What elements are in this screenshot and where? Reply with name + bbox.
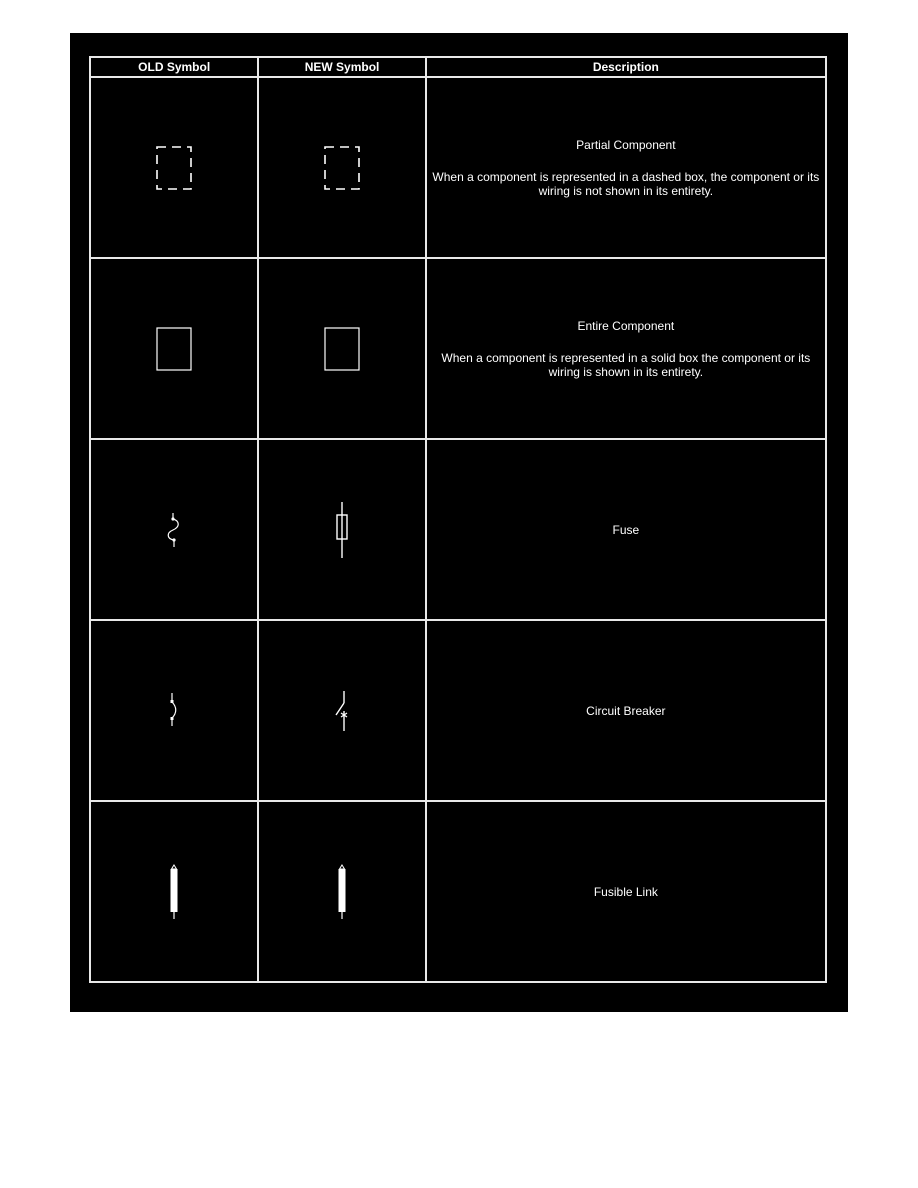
description-cell	[426, 439, 826, 620]
circuit-breaker-new-icon	[332, 689, 352, 733]
header-old-symbol: OLD Symbol	[90, 57, 258, 77]
description-cell	[426, 620, 826, 801]
old-symbol-cell	[90, 77, 258, 258]
description-body: When a component is represented in a dashed box, the component or its wiring is not shown in its entirety.	[432, 169, 820, 198]
old-symbol-cell	[90, 801, 258, 982]
solid-box-icon	[324, 327, 360, 371]
description-title: Circuit Breaker	[586, 703, 666, 718]
circuit-breaker-old-icon	[166, 693, 182, 729]
table-row	[90, 801, 826, 982]
header-row	[90, 57, 826, 77]
fusible-link-icon	[336, 864, 348, 920]
fuse-old-icon	[164, 512, 184, 548]
dashed-box-icon	[156, 146, 192, 190]
new-symbol-cell	[258, 258, 425, 439]
table-row	[90, 620, 826, 801]
symbol-table	[89, 56, 827, 983]
solid-box-icon	[156, 327, 192, 371]
description-title: Fusible Link	[593, 884, 658, 899]
new-symbol-cell	[258, 620, 425, 801]
new-symbol-cell	[258, 77, 425, 258]
old-symbol-cell	[90, 258, 258, 439]
description-cell	[426, 77, 826, 258]
description-cell	[426, 801, 826, 982]
old-symbol-cell	[90, 620, 258, 801]
description-title: Partial Component	[576, 137, 676, 152]
document-page	[70, 33, 848, 1012]
dashed-box-icon	[324, 146, 360, 190]
description-body: When a component is represented in a solid box the component or its wiring is shown in its entirety.	[441, 350, 811, 379]
new-symbol-cell	[258, 801, 425, 982]
description-title: Fuse	[612, 522, 640, 537]
header-new-symbol: NEW Symbol	[258, 57, 425, 77]
header-description: Description	[426, 57, 826, 77]
table-row	[90, 77, 826, 258]
description-cell	[426, 258, 826, 439]
old-symbol-cell	[90, 439, 258, 620]
table-row	[90, 439, 826, 620]
table-row	[90, 258, 826, 439]
fusible-link-icon	[168, 864, 180, 920]
description-title: Entire Component	[577, 318, 675, 333]
fuse-new-icon	[334, 502, 350, 558]
new-symbol-cell	[258, 439, 425, 620]
